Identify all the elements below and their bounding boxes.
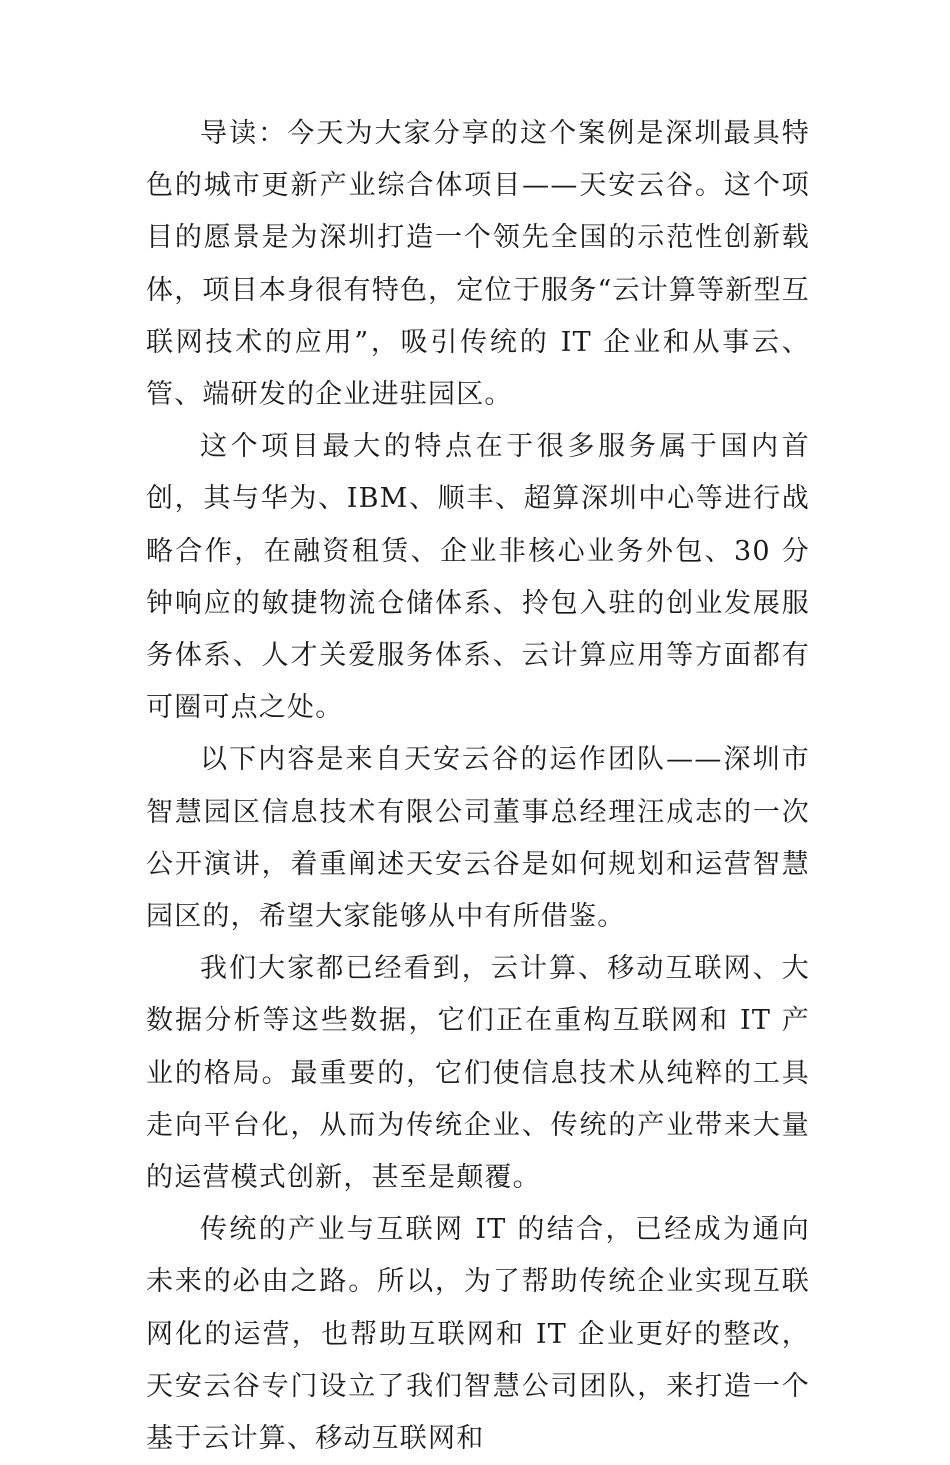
paragraph-features: 这个项目最大的特点在于很多服务属于国内首创，其与华为、IBM、顺丰、超算深圳中心等进行战略合作，在融资租赁、企业非核心业务外包、30 分钟响应的敏捷物流仓储体系、拎包入驻的创业发展服务体系、人才关爱服务体系、云计算应用等方面都有可圈可点之处。 xyxy=(146,431,810,724)
document-body xyxy=(146,108,810,1465)
paragraph-industry-integration: 传统的产业与互联网 IT 的结合，已经成为通向未来的必由之路。所以，为了帮助传统企业实现互联网化的运营，也帮助互联网和 IT 企业更好的整改，天安云谷专门设立了我们智慧公司团队，来打造一个基于云计算、移动互联网和 xyxy=(146,1214,810,1455)
paragraph-technology-trends: 我们大家都已经看到，云计算、移动互联网、大数据分析等这些数据，它们正在重构互联网和 IT 产业的格局。最重要的，它们使信息技术从纯粹的工具走向平台化，从而为传统企业、传统的产业带来大量的运营模式创新，甚至是颠覆。 xyxy=(146,953,810,1194)
paragraph-source: 以下内容是来自天安云谷的运作团队——深圳市智慧园区信息技术有限公司董事总经理汪成志的一次公开演讲，着重阐述天安云谷是如何规划和运营智慧园区的，希望大家能够从中有所借鉴。 xyxy=(146,744,810,933)
paragraph-intro: 导读：今天为大家分享的这个案例是深圳最具特色的城市更新产业综合体项目——天安云谷。这个项目的愿景是为深圳打造一个领先全国的示范性创新载体，项目本身很有特色，定位于服务“云计算等新型互联网技术的应用”，吸引传统的 IT 企业和从事云、管、端研发的企业进驻园区。 xyxy=(146,118,810,411)
